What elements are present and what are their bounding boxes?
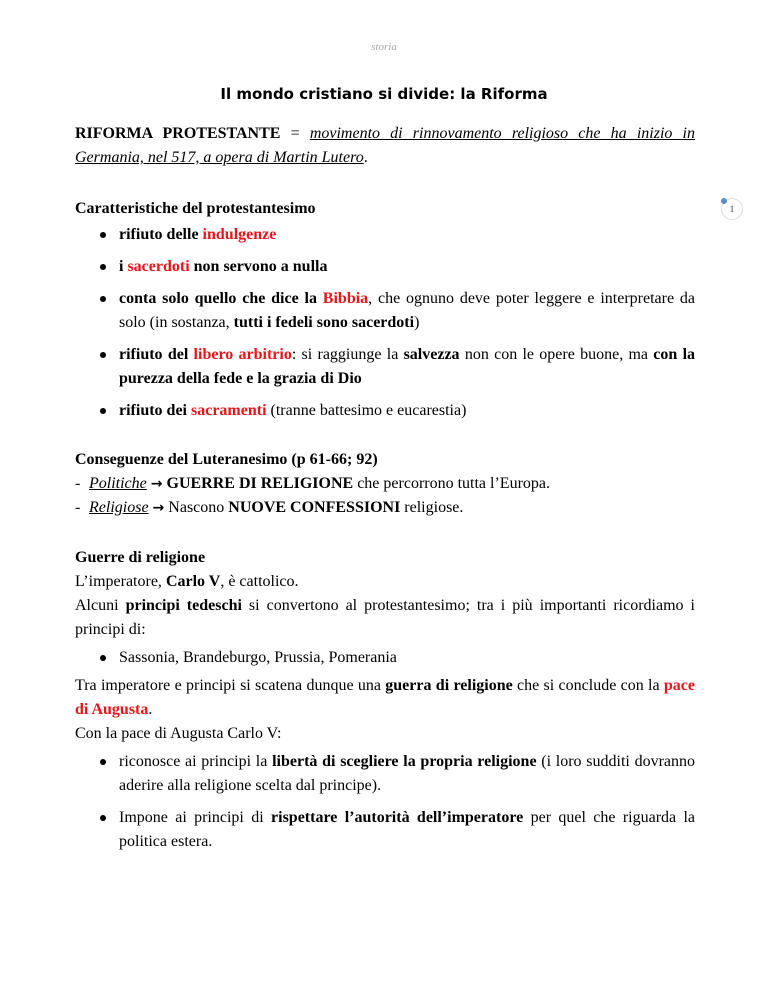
text: che si conclude con la: [512, 677, 664, 694]
page-number-badge: [721, 198, 743, 220]
label: Politiche: [89, 475, 147, 492]
consequences-heading: Conseguenze del Luteranesimo (p 61-66; 92): [75, 451, 378, 468]
document-body: [75, 122, 695, 862]
wars-heading: Guerre di religione: [75, 549, 206, 566]
text: , è cattolico.: [220, 573, 299, 590]
wars-paragraph-2: [75, 594, 695, 642]
text: Alcuni: [75, 597, 126, 614]
wars-paragraph-1: [75, 570, 695, 594]
list-item: [75, 255, 695, 279]
text: si convertono al protestantesimo; tra i più importanti ricordiamo i principi di:: [75, 597, 695, 638]
text: riconosce ai principi la: [119, 753, 273, 770]
text: rifiuto delle: [119, 226, 203, 243]
arrow-right-icon: →: [150, 476, 163, 492]
text: i: [119, 258, 128, 275]
list-item: [75, 806, 695, 854]
text: conta solo quello che dice la: [119, 290, 323, 307]
characteristics-heading: Caratteristiche del protestantesimo: [75, 200, 316, 217]
definition-eq: =: [280, 125, 310, 142]
list-item: [75, 343, 695, 391]
text: rifiuto del: [119, 346, 194, 363]
text: L’imperatore,: [75, 573, 166, 590]
text: che percorrono tutta l’Europa.: [353, 475, 551, 492]
text: : si raggiunge la: [291, 346, 404, 363]
highlight: sacerdoti: [127, 258, 190, 275]
text: , che ognuno deve poter leggere e interpretare da solo (in sostanza,: [119, 290, 695, 331]
text: NUOVE CONFESSIONI: [228, 499, 401, 516]
list-item: [75, 399, 695, 423]
text: ): [414, 314, 420, 331]
text: (tranne battesimo e eucarestia): [266, 402, 467, 419]
definition-text: movimento di rinnovamento religioso che ha inizio in Germania, nel 517, a opera di Martin Lutero: [75, 125, 696, 166]
text: .: [148, 701, 153, 718]
text: Tra imperatore e principi si scatena dunque una: [75, 677, 386, 694]
list-item: [75, 750, 695, 798]
highlight: pace di Augusta: [75, 677, 695, 718]
highlight: indulgenze: [202, 226, 277, 243]
text: rispettare l’autorità dell’imperatore: [271, 809, 524, 826]
label: Religiose: [89, 499, 149, 516]
text: rifiuto dei: [119, 402, 191, 419]
consequence-religion: [75, 496, 695, 520]
text: non con le opere buone, ma: [459, 346, 654, 363]
definition-end: .: [363, 149, 368, 166]
dash: -: [75, 499, 81, 516]
list-item: [75, 223, 695, 247]
spacer: [75, 520, 695, 546]
text: Nascono: [164, 499, 229, 516]
arrow-right-icon: →: [152, 500, 165, 516]
list-item: Sassonia, Brandeburgo, Prussia, Pomerania: [75, 646, 695, 670]
wars-paragraph-4: Con la pace di Augusta Carlo V:: [75, 725, 282, 742]
characteristics-list: [75, 223, 695, 423]
highlight: libero arbitrio: [193, 346, 292, 363]
principalities-list: [75, 646, 695, 670]
text: non servono a nulla: [189, 258, 328, 275]
text: GUERRE DI RELIGIONE: [166, 475, 354, 492]
spacer: [75, 170, 695, 197]
text: Carlo V: [165, 573, 221, 590]
spacer: [75, 431, 695, 448]
list-item: [75, 287, 695, 335]
highlight: sacramenti: [191, 402, 267, 419]
text: salvezza: [403, 346, 460, 363]
text: (i loro sudditi dovranno aderire alla religione scelta dal principe).: [119, 753, 696, 794]
wars-paragraph-3: [75, 674, 695, 722]
dash: -: [75, 475, 81, 492]
text: tutti i fedeli sono sacerdoti: [233, 314, 415, 331]
text: libertà di scegliere la propria religione: [272, 753, 537, 770]
text: guerra di religione: [385, 677, 513, 694]
text: Impone ai principi di: [119, 809, 272, 826]
text: principi tedeschi: [125, 597, 242, 614]
page-number: 1: [729, 204, 735, 214]
treaty-list: [75, 750, 695, 854]
text: per quel che riguarda la politica estera.: [119, 809, 696, 850]
definition-term: RIFORMA PROTESTANTE: [75, 125, 281, 142]
document-title: Il mondo cristiano si divide: la Riforma: [220, 85, 548, 103]
running-header: storia: [371, 41, 397, 53]
consequence-politics: [75, 472, 695, 496]
highlight: Bibbia: [322, 290, 369, 307]
definition-paragraph: [75, 122, 695, 170]
text: religiose.: [400, 499, 464, 516]
text: con la purezza della fede e la grazia di Dio: [119, 346, 696, 387]
